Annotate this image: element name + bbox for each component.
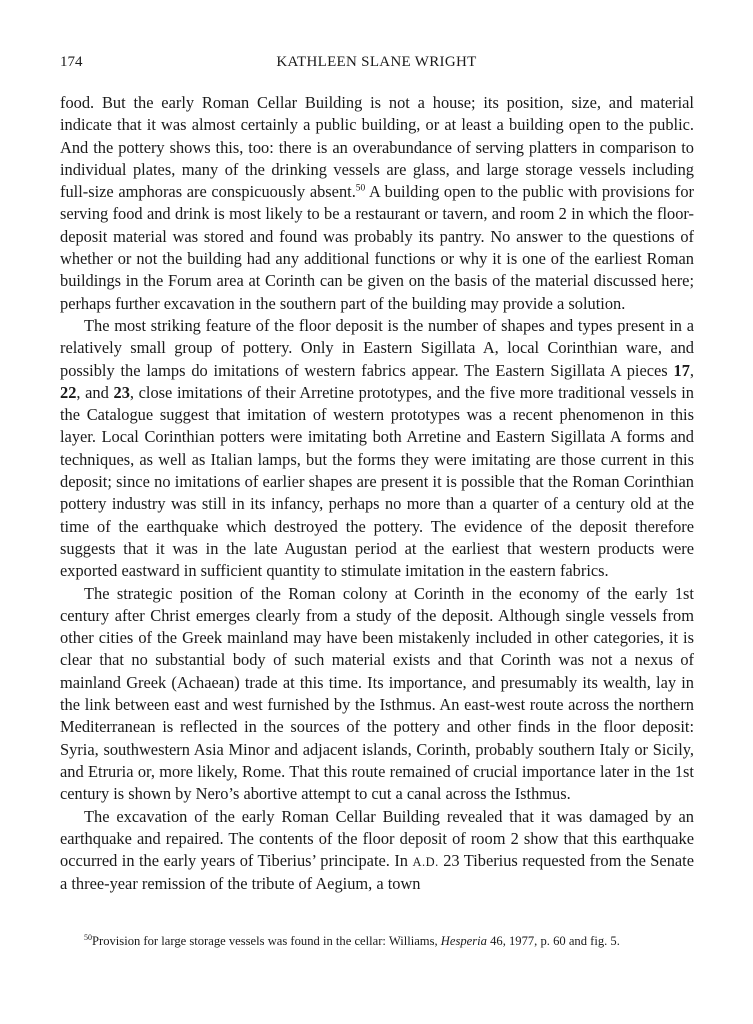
paragraph-2-text-a: The most striking feature of the floor deposit is the number of shapes and types present in a relatively small group of pottery. Only in Eastern Sigillata A, local Corinthian ware, and possibly the lamps do imitations of western fabrics appear. The Eastern Sigillata A pieces xyxy=(60,315,694,380)
footnote-text-a: Provision for large storage vessels was found in the cellar: Williams, xyxy=(92,934,441,948)
paragraph-2-text-b: , close imitations of their Arretine prototypes, and the five more traditional vessels in the Catalogue suggest that imitation of western prototypes was a recent phenomenon in this layer. Local Corinthian potters were imitating both Arretine and Eastern Sigillata A forms and techniques, as well as Italian lamps, but the forms they were imitating are those current in this deposit; since no imitations of earlier shapes are present it is possible that the Roman Corinthian pottery industry was still in its infancy, perhaps no more than a quarter of a century old at the time of the earthquake which destroyed the pottery. The evidence of the deposit therefore suggests that it was in the late Augustan period at the earliest that western products were exported eastward in sufficient quantity to stimulate imitation in the eastern fabrics. xyxy=(60,382,694,581)
paragraph-4 xyxy=(60,806,694,896)
catalogue-ref-22: 22 xyxy=(60,382,77,402)
paragraph-1-text-b: A building open to the public with provisions for serving food and drink is most likely to be a restaurant or tavern, and room 2 in which the floor-deposit material was stored and found was probably its pantry. No answer to the questions of whether or not the building had any additional functions or why it is one of the earliest Roman buildings in the Forum area at Corinth can be given on the basis of the material discussed here; perhaps further excavation in the southern part of the building may provide a solution. xyxy=(60,182,694,313)
paragraph-2 xyxy=(60,315,694,583)
running-head: KATHLEEN SLANE WRIGHT xyxy=(276,54,477,70)
footnote-reference-50[interactable]: 50 xyxy=(355,183,366,194)
paragraph-3: The strategic position of the Roman colony at Corinth in the economy of the early 1st century after Christ emerges clearly from a study of the deposit. Although single vessels from other cities of the Greek mainland may have been mistakenly included in other categories, it is clear that no substantial body of such material exists and that Corinth was not a nexus of mainland Greek (Achaean) trade at this time. Its importance, and presumably its wealth, lay in the link between east and west furnished by the Isthmus. An east-west route across the northern Mediterranean is reflected in the sources of the pottery and other finds in the floor deposit: Syria, southwestern Asia Minor and adjacent islands, Corinth, probably southern Italy or Sicily, and Etruria or, more likely, Rome. That this route remained of crucial importance later in the 1st century is shown by Nero’s abortive attempt to cut a canal across the Isthmus. xyxy=(60,583,694,804)
page-number: 174 xyxy=(60,54,83,70)
footnote-50 xyxy=(60,933,694,949)
paragraph-4-text-a: The excavation of the early Roman Cellar Building revealed that it was damaged by an earthquake and repaired. The contents of the floor deposit of room 2 show that this earthquake occurred in the early years of Tiberius’ principate. In xyxy=(60,806,694,871)
footnote-text-b: 46, 1977, p. 60 and fig. 5. xyxy=(486,934,620,948)
footnote-journal: Hesperia xyxy=(440,934,487,948)
paragraph-1 xyxy=(60,92,694,315)
paragraph-4-text-b: 23 Tiberius requested from the Senate a three-year remission of the tribute of Aegium, a town xyxy=(60,851,694,894)
body-text xyxy=(60,92,694,896)
paragraph-2-sep-2: , and xyxy=(76,382,114,402)
paragraph-2-sep-1: , xyxy=(689,360,694,380)
page-header xyxy=(60,54,693,76)
paragraph-1-text-a: food. But the early Roman Cellar Building is not a house; its position, size, and material indicate that it was almost certainly a public building, or at least a building open to the public. And the pottery shows this, too: there is an overabundance of serving platters in comparison to individual plates, many of the drinking vessels are glass, and large storage vessels including full-size amphoras are conspicuously absent. xyxy=(60,93,694,202)
catalogue-ref-17: 17 xyxy=(673,360,690,380)
era-abbreviation: A.D. xyxy=(412,855,439,870)
footnote-mark: 50 xyxy=(84,932,92,942)
catalogue-ref-23: 23 xyxy=(113,382,130,402)
